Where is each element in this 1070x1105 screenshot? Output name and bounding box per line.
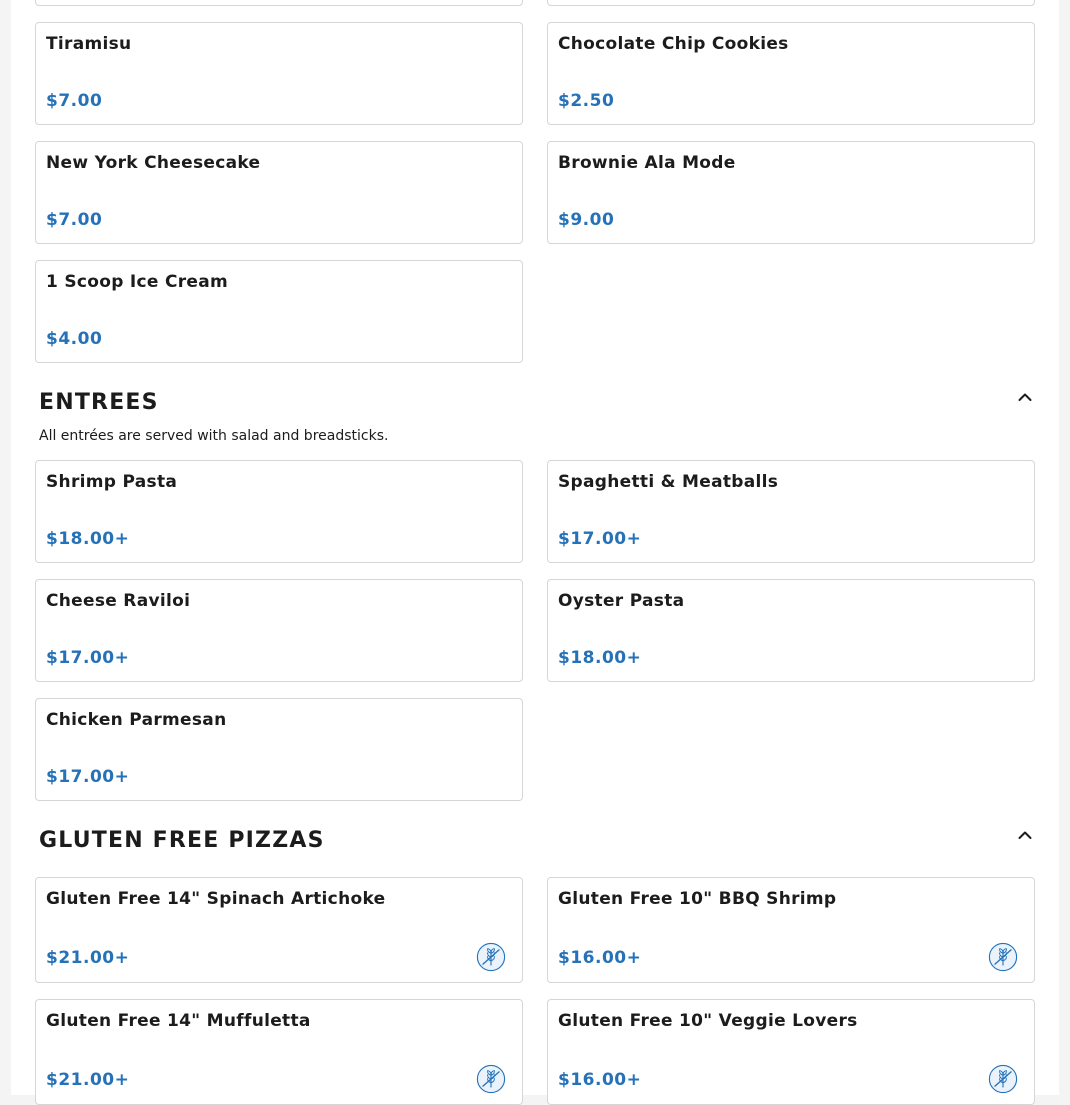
menu-item-name: Chocolate Chip Cookies [558,34,789,54]
menu-item-price: $9.00 [558,210,615,230]
gluten-free-icon [476,942,506,972]
menu-item-card[interactable] [547,0,1035,6]
section-title-gluten-free-pizzas: GLUTEN FREE PIZZAS [39,828,325,853]
menu-item-card[interactable] [547,877,1035,983]
menu-item-price: $18.00+ [46,529,130,549]
menu-item-card[interactable] [35,0,523,6]
menu-item-card[interactable] [35,579,523,682]
gluten-free-icon [988,942,1018,972]
menu-item-card[interactable] [35,460,523,563]
menu-item-name: Oyster Pasta [558,591,685,611]
menu-item-price: $7.00 [46,91,103,111]
menu-item-card[interactable] [547,460,1035,563]
menu-item-card[interactable] [35,260,523,363]
menu-item-price: $7.00 [46,210,103,230]
menu-item-name: New York Cheesecake [46,153,261,173]
menu-item-price: $2.50 [558,91,615,111]
menu-item-card[interactable] [547,999,1035,1105]
menu-item-card[interactable] [35,698,523,801]
gluten-free-icon [988,1064,1018,1094]
menu-item-card[interactable] [547,579,1035,682]
menu-item-card[interactable] [35,141,523,244]
menu-item-name: Gluten Free 14" Muffuletta [46,1011,311,1031]
menu-item-price: $21.00+ [46,1070,130,1090]
menu-item-name: Chicken Parmesan [46,710,227,730]
menu-item-name: Gluten Free 10" Veggie Lovers [558,1011,858,1031]
menu-item-price: $17.00+ [46,648,130,668]
menu-item-name: 1 Scoop Ice Cream [46,272,229,292]
section-note: All entrées are served with salad and breadsticks. [39,428,389,444]
menu-item-price: $18.00+ [558,648,642,668]
menu-item-card[interactable] [547,141,1035,244]
menu-page [11,0,1059,1095]
menu-item-card[interactable] [35,22,523,125]
menu-item-price: $16.00+ [558,948,642,968]
menu-item-card[interactable] [35,999,523,1105]
menu-item-name: Brownie Ala Mode [558,153,736,173]
gluten-free-icon [476,1064,506,1094]
menu-item-price: $17.00+ [558,529,642,549]
menu-item-price: $21.00+ [46,948,130,968]
menu-item-card[interactable] [547,22,1035,125]
menu-item-price: $16.00+ [558,1070,642,1090]
chevron-up-icon[interactable] [1017,827,1033,843]
menu-item-price: $4.00 [46,329,103,349]
menu-item-name: Gluten Free 14" Spinach Artichoke [46,889,386,909]
menu-item-name: Tiramisu [46,34,132,54]
section-title-entrees: ENTREES [39,390,159,415]
menu-item-card[interactable] [35,877,523,983]
menu-item-name: Spaghetti & Meatballs [558,472,779,492]
menu-item-name: Shrimp Pasta [46,472,178,492]
menu-item-name: Cheese Raviloi [46,591,191,611]
menu-item-price: $17.00+ [46,767,130,787]
menu-item-name: Gluten Free 10" BBQ Shrimp [558,889,837,909]
chevron-up-icon[interactable] [1017,389,1033,405]
